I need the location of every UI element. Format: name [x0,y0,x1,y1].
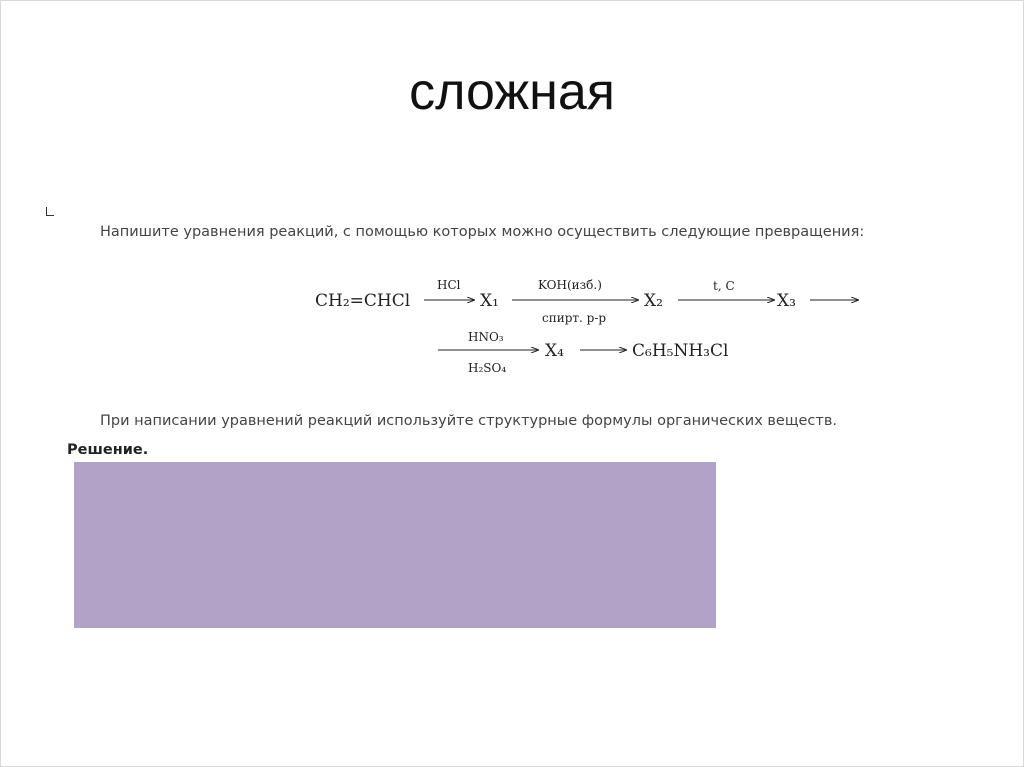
final-product: C₆H₅NH₃Cl [632,341,729,361]
reagent-t-c: t, C [713,279,735,293]
reagent-koh: KOH(изб.) [538,278,602,292]
slide-title: сложная [409,63,615,121]
reaction-scheme-svg [300,270,880,390]
reagent-solvent: спирт. р-р [542,311,607,325]
intermediate-x3: X₃ [777,291,796,311]
solution-label: Решение. [67,442,149,458]
intermediate-x2: X₂ [644,291,663,311]
reagent-h2so4: H₂SO₄ [468,361,507,375]
start-compound: CH₂=CHCl [315,291,411,311]
intermediate-x1: X₁ [480,291,499,311]
solution-cover-box [74,462,716,628]
note-text: При написании уравнений реакций используйте структурные формулы органических веществ. [100,413,838,429]
reagent-hcl: HCl [437,278,461,292]
corner-mark [46,207,54,216]
task-text: Напишите уравнения реакций, с помощью которых можно осуществить следующие превращения: [100,224,865,240]
intermediate-x4: X₄ [545,341,564,361]
reaction-scheme [300,270,880,390]
reagent-hno3: HNO₃ [468,330,504,344]
